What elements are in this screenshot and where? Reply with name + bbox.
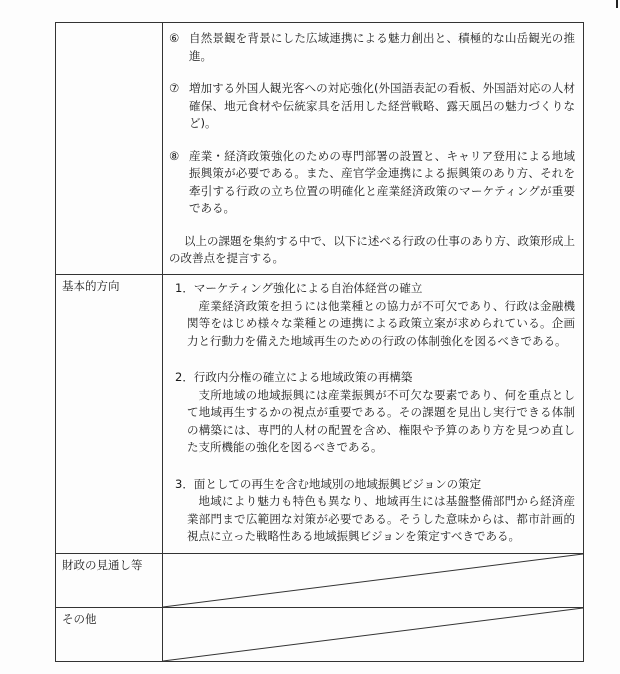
proposal-table (55, 22, 584, 662)
direction-section-3 (169, 476, 575, 546)
direction-section-2 (169, 369, 575, 457)
scan-mark (616, 0, 618, 8)
table-row-other (56, 608, 584, 662)
row-label-finance: 財政の見通し等 (56, 554, 163, 608)
section-title: 1．マーケティング強化による自治体経営の確立 (175, 281, 423, 295)
section-body: 支所地域の地域振興には産業振興が不可欠な要素であり、何を重点として地域再生するかの視点が重要である。その課題を見出し実行できる体制の構築には、専門的人材の配置を含め、権限や予算のあり方を見つめ直した支所機能の強化を図るべきである。 (187, 387, 575, 454)
issue-item-7 (169, 80, 575, 133)
section-body: 産業経済政策を担うには他業種との協力が不可欠であり、行政は金融機関等をはじめ様々な業種との連携による政策立案が求められている。企画力と行動力を備えた地域再生のための行政の体制強化を図るべきである。 (187, 298, 575, 348)
row-label-other: その他 (56, 608, 163, 662)
finance-cell-empty (163, 554, 584, 608)
issue-text: 増加する外国人観光客への対応強化(外国語表記の看板、外国語対応の人材確保、地元食材や伝統家具を活用した経営戦略、露天風呂の魅力づくりなど)。 (189, 81, 575, 130)
issue-item-8 (169, 148, 575, 218)
table-row-finance (56, 554, 584, 608)
direction-section-1 (169, 280, 575, 350)
basic-direction-cell (163, 275, 584, 554)
issue-number: ⑥ (169, 31, 180, 45)
table-row-issues (56, 23, 584, 275)
section-title: 3．面としての再生を含む地域別の地域振興ビジョンの策定 (175, 476, 482, 491)
section-body: 地域により魅力も特色も異なり、地域再生には基盤整備部門から経済産業部門まで広範囲な対策が必要である。そうした意味からは、都市計画的視点に立った戦略性ある地域振興ビジョンを策定すべきである。 (187, 494, 575, 543)
row-label-basic-direction: 基本的方向 (56, 275, 163, 554)
empty-cell-diagonal (163, 554, 583, 607)
row-label-issues (56, 23, 163, 275)
section-title: 2．行政内分権の確立による地域政策の再構築 (175, 370, 413, 384)
table-row-basic-direction (56, 275, 584, 554)
issue-text: 自然景観を背景にした広域連携による魅力創出と、積極的な山岳観光の推進。 (189, 31, 575, 63)
issues-cell (163, 23, 584, 275)
summary-paragraph: 以上の課題を集約する中で、以下に述べる行政の仕事のあり方、政策形成上の改善点を提言する。 (169, 233, 575, 265)
issue-number: ⑦ (169, 81, 180, 95)
empty-cell-diagonal (163, 608, 583, 661)
other-cell-empty (163, 608, 584, 662)
issue-item-6 (169, 30, 575, 65)
issue-text: 産業・経済政策強化のための専門部署の設置と、キャリア登用による地域振興策が必要である。また、産官学金連携による振興策のあり方、それを牽引する行政の立ち位置の明確化と産業経済政策のマーケティングが重要である。 (189, 148, 575, 215)
issue-number: ⑧ (169, 148, 180, 163)
